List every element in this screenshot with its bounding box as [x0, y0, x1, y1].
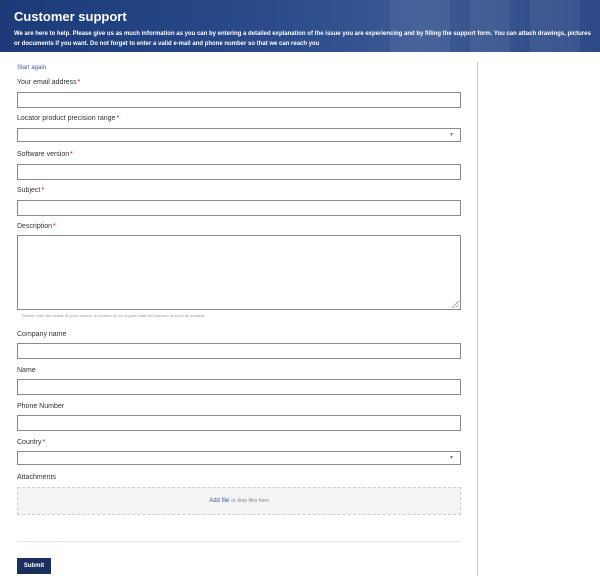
software-version-field[interactable] — [17, 164, 461, 180]
description-label: Description* — [17, 223, 56, 230]
country-select[interactable] — [17, 451, 461, 465]
required-marker: * — [116, 115, 120, 122]
email-label: Your email address* — [17, 79, 81, 86]
separator — [17, 541, 461, 542]
resize-grip-icon[interactable] — [452, 301, 459, 308]
software-version-label: Software version* — [17, 151, 73, 158]
chevron-down-icon: ▼ — [449, 132, 454, 138]
add-file-link[interactable]: Add file — [209, 498, 230, 504]
description-hint: Please enter the details of your request. A member of our support staff will respond as soon as possible. — [22, 313, 206, 318]
chevron-down-icon: ▼ — [449, 455, 454, 461]
name-label: Name — [17, 367, 36, 374]
header-banner — [0, 0, 600, 52]
page-title: Customer support — [14, 9, 127, 24]
submit-button[interactable]: Submit — [17, 558, 51, 574]
drop-files-text: or drop files here — [231, 498, 269, 504]
start-again-link[interactable]: Start again — [17, 65, 47, 71]
subject-field[interactable] — [17, 200, 461, 216]
email-field[interactable] — [17, 92, 461, 108]
company-field[interactable] — [17, 343, 461, 359]
phone-label: Phone Number — [17, 403, 65, 410]
required-marker: * — [41, 187, 45, 194]
country-label: Country* — [17, 439, 46, 446]
page-description: We are here to help. Please give us as much information as you can by entering a detailed explanation of the issue you are experiencing and by filling the support form. You can attach drawings, pictures or documents if you want. Do not forget to enter a valid e-mail and phone number so that we can reach you — [14, 31, 591, 47]
description-textarea[interactable] — [17, 235, 461, 310]
name-field[interactable] — [17, 379, 461, 395]
file-dropzone[interactable] — [17, 487, 461, 515]
required-marker: * — [70, 151, 73, 158]
required-marker: * — [42, 439, 46, 446]
precision-range-select[interactable] — [17, 128, 461, 142]
precision-range-label: Locator product precision range* — [17, 115, 120, 122]
subject-label: Subject* — [17, 187, 45, 194]
phone-field[interactable] — [17, 415, 461, 431]
attachments-label: Attachments — [17, 474, 56, 481]
company-label: Company name — [17, 331, 67, 338]
divider — [477, 62, 478, 576]
required-marker: * — [77, 79, 81, 86]
required-marker: * — [53, 223, 56, 230]
